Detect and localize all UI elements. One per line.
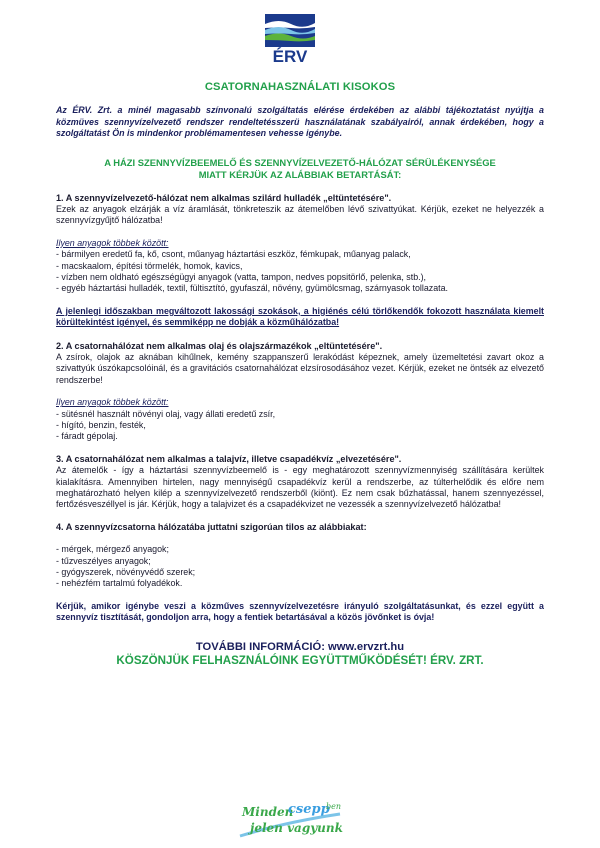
list-item: - tűzveszélyes anyagok;	[56, 555, 151, 566]
list-item: - hígító, benzin, festék,	[56, 420, 146, 430]
slogan-word-ben: ben	[326, 802, 342, 811]
section-subtitle	[56, 157, 544, 181]
list-item: - sütésnél használt növényi olaj, vagy állati eredetű zsír,	[56, 408, 276, 419]
section-2-heading: 2. A csatornahálózat nem alkalmas olaj és olajszármazékok „eltüntetésére".	[56, 340, 383, 351]
spacer	[56, 533, 544, 544]
list-item: - egyéb háztartási hulladék, textil, fültisztító, gyufaszál, növény, gyümölcsmag, szárnyasok tollazata.	[56, 283, 449, 294]
list-item: - macskaalom, építési törmelék, homok, kavics,	[56, 260, 243, 271]
more-info-line[interactable]: TOVÁBBI INFORMÁCIÓ: www.ervzrt.hu	[195, 640, 405, 653]
list-item: - vízben nem oldható egészségügyi anyagok (vatta, tampon, nedves popsitörlő, pelenka, stb.),	[56, 271, 427, 282]
page-title: CSATORNAHASZNÁLATI KISOKOS	[204, 81, 396, 93]
slogan-word-csepp: csepp	[288, 802, 330, 817]
intro-paragraph: Az ÉRV. Zrt. a minél magasabb színvonalú szolgáltatás elérése érdekében az alábbi tájékoztatást nyújtja a közmüves szennyvízelvezető rendszer rendeltetésszerü használatának szabályairól, annak érdekében, hogy a szolgáltatást Ön is mindenkor problémamentesen vehesse igénybe.	[56, 105, 544, 139]
section-4-heading: 4. A szennyvízcsatorna hálózatába juttatni szigorúan tilos az alábbiakat:	[56, 521, 367, 532]
section-2-examples-heading: Ilyen anyagok többek között:	[56, 397, 169, 408]
slogan-logo	[236, 796, 346, 842]
section-4-list	[56, 544, 544, 590]
section-1-text: Ezek az anyagok elzárják a víz áramlását, tönkreteszik az átemelőben lévő szivattyúkat. Kérjük, ezeket ne helyezzék a szennyvízgyűjtő hálózatba!	[56, 203, 544, 226]
closing-paragraph: Kérjük, amikor igénybe veszi a közműves szennyvízelvezetésre irányuló szolgáltatásunkat, és ezzel együtt a szennyvíz tisztítását, gondoljon arra, hogy a fentiek betartásával a közös jövőnket is óvja!	[56, 600, 544, 623]
document-content	[56, 82, 544, 668]
list-item: - nehézfém tartalmú folyadékok.	[56, 578, 183, 589]
section-1-list	[56, 249, 544, 295]
section-1-heading: 1. A szennyvízelvezető-hálózat nem alkalmas szilárd hulladék „eltüntetésére".	[56, 192, 392, 203]
list-item: - bármilyen eredetű fa, kő, csont, műanyag háztartási eszköz, fémkupak, műanyag palack,	[56, 249, 411, 260]
list-item: - mérgek, mérgező anyagok;	[56, 544, 169, 555]
section-2-list	[56, 409, 544, 443]
subtitle-line-2: MIATT KÉRJÜK AZ ALÁBBIAK BETARTÁSÁT:	[198, 168, 402, 180]
logo-text: ÉRV	[272, 47, 308, 64]
slogan-line-2: jelen vagyunk	[250, 821, 343, 835]
slogan-word-minden: Minden	[242, 805, 294, 819]
section-3-heading: 3. A csatornahálózat nem alkalmas a talajvíz, illetve csapadékvíz „elvezetésére".	[56, 453, 402, 464]
list-item: - fáradt gépolaj.	[56, 431, 118, 442]
section-2-text: A zsírok, olajok az aknában kihűlnek, kemény szappanszerű lerakódást képeznek, amely üzemeltetési zavart okoz a szivattyúk úszókapcsolóinál, és a gravitációs csatornahálózat elzsírosodásához vezet. Kérjük, ezeket ne öntsék az elvezető rendszerbe!	[56, 351, 544, 385]
section-1-examples-heading: Ilyen anyagok többek között:	[56, 237, 169, 248]
erv-logo	[265, 14, 315, 64]
section-3-text: Az átemelők - így a háztartási szennyvízbeemelő is - egy meghatározott szennyvízmennyiség szállítására kerültek kialakításra. Amennyiben hirtelen, nagy mennyiségű csapadékvíz kerül a rendszerbe, az túlterhelődik és előre nem meghatározható helyen kilép a szennyvízelvezető rendszerből (kiönt). Ez nem csak bűzhatással, hanem szennyezéssel, fertőzésveszéllyel is jár. Kérjük, hogy a talajvizet és a csapadékvizet ne vezessék a szennyvízelvezető hálózatba!	[56, 465, 544, 510]
subtitle-line-1: A HÁZI SZENNYVÍZBEEMELŐ ÉS SZENNYVÍZELVEZETŐ-HÁLÓZAT SÉRÜLÉKENYSÉGE	[104, 156, 496, 168]
list-item: - gyógyszerek, növényvédő szerek;	[56, 567, 196, 578]
thanks-line: KÖSZÖNJÜK FELHASZNÁLÓINK EGYÜTTMŰKÖDÉSÉT! ÉRV. ZRT.	[116, 653, 484, 667]
wipes-notice: A jelenlegi időszakban megváltozott lakossági szokások, a higiénés célú törlőkendők fokozott használata kiemelt körültekintést igényel, és semmiképp ne dobják a közműhálózatba!	[56, 305, 544, 328]
